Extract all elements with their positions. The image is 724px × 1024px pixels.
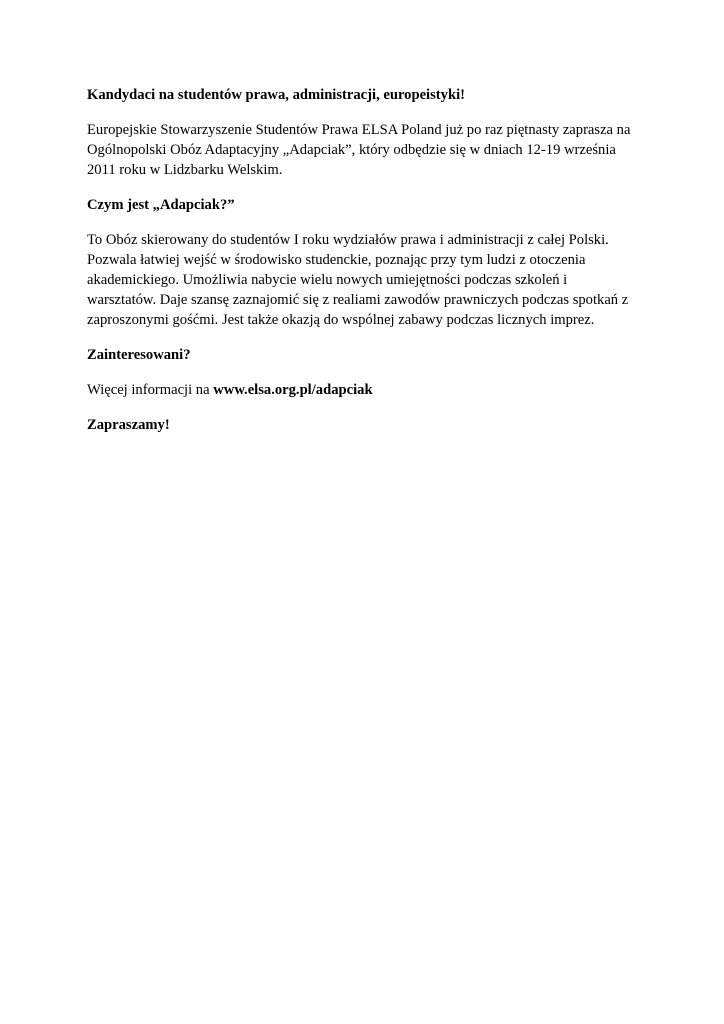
intro-line: Ogólnopolski Obóz Adaptacyjny „Adapciak”, który odbędzie się w dniach 12-19 września	[87, 142, 616, 158]
body-line: zaproszonymi gośćmi. Jest także okazją do wspólnej zabawy podczas licznych imprez.	[87, 312, 595, 328]
body-line: warsztatów. Daje szansę zaznajomić się z realiami zawodów prawniczych podczas spotkań z	[87, 292, 629, 308]
website-link[interactable]: www.elsa.org.pl/adapciak	[213, 382, 373, 398]
closing-text: Zapraszamy!	[87, 417, 170, 433]
intro-line: 2011 roku w Lidzbarku Welskim.	[87, 162, 283, 178]
question-heading: Czym jest „Adapciak?”	[87, 197, 235, 213]
more-info-text: Więcej informacji na	[87, 382, 214, 398]
intro-paragraph	[87, 120, 647, 180]
body-line: Pozwala łatwiej wejść w środowisko studenckie, poznając przy tym ludzi z otoczenia	[87, 252, 586, 268]
main-heading: Kandydaci na studentów prawa, administracji, europeistyki!	[87, 87, 465, 103]
intro-line: Europejskie Stowarzyszenie Studentów Prawa ELSA Poland już po raz piętnasty zaprasza na	[87, 122, 631, 138]
document-body	[87, 85, 647, 435]
body-line: To Obóz skierowany do studentów I roku wydziałów prawa i administracji z całej Polski.	[87, 232, 609, 248]
more-info-line	[87, 380, 647, 400]
interested-heading: Zainteresowani?	[87, 347, 191, 363]
body-line: akademickiego. Umożliwia nabycie wielu nowych umiejętności podczas szkoleń i	[87, 272, 568, 288]
description-paragraph	[87, 230, 647, 330]
